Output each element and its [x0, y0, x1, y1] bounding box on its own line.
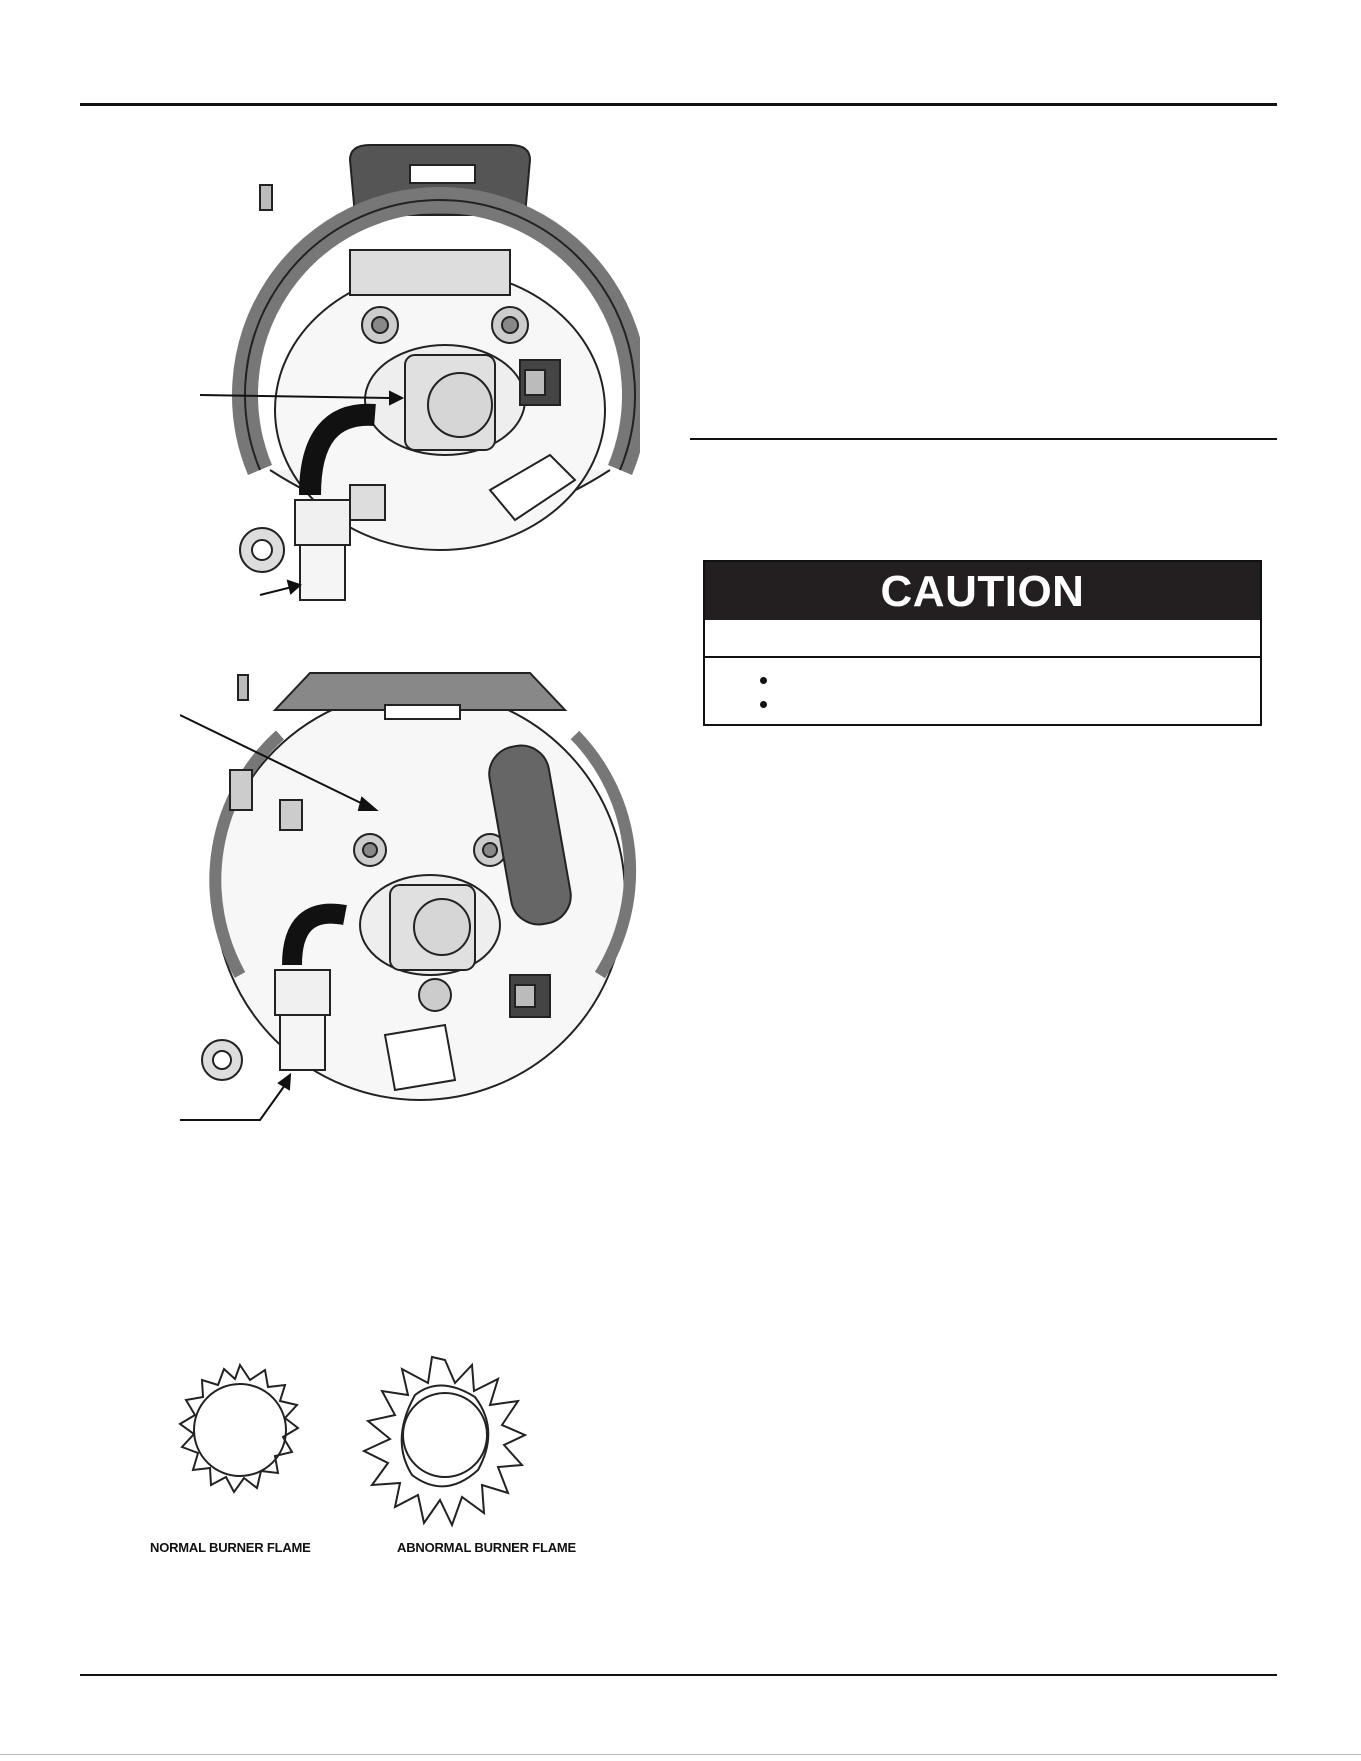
section-divider — [690, 438, 1277, 440]
footer-rule — [80, 1674, 1277, 1676]
burner-flame-comparison-illustration — [140, 1335, 620, 1575]
header-rule — [80, 103, 1277, 106]
abnormal-flame-outline — [364, 1357, 525, 1525]
caution-list-item — [760, 668, 1260, 692]
caution-list-item — [760, 692, 1260, 716]
abnormal-burner-circle — [403, 1393, 487, 1477]
caution-box — [703, 560, 1262, 726]
page-edge-line — [0, 1754, 1361, 1755]
normal-burner-flame-label: NORMAL BURNER FLAME — [150, 1540, 311, 1555]
water-heater-alternate-top-view-illustration — [180, 665, 660, 1135]
normal-burner-circle — [194, 1384, 286, 1476]
caution-subheading-row — [705, 620, 1260, 658]
caution-list — [705, 658, 1260, 716]
bullet-icon — [760, 701, 767, 708]
bullet-icon — [760, 677, 767, 684]
caution-title: CAUTION — [705, 562, 1260, 620]
abnormal-burner-flame-label: ABNORMAL BURNER FLAME — [397, 1540, 576, 1555]
water-heater-top-view-illustration — [200, 140, 640, 610]
